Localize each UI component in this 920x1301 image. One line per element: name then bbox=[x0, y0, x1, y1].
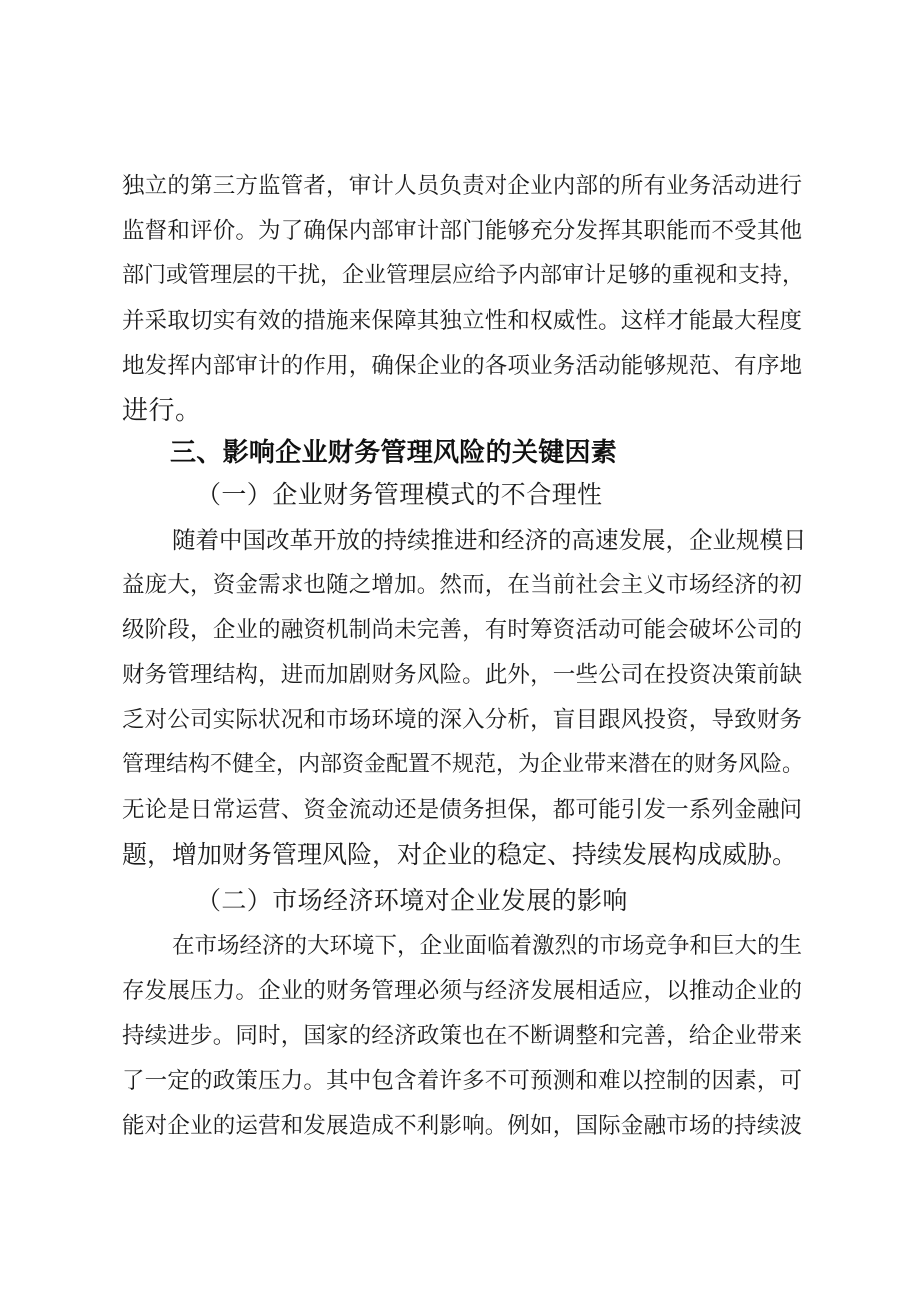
paragraph-line: 随着中国改革开放的持续推进和经济的高速发展，企业规模日 bbox=[172, 526, 807, 554]
paragraph-line: 益庞大，资金需求也随之增加。然而，在当前社会主义市场经济的初 bbox=[122, 572, 802, 598]
paragraph-line: 了一定的政策压力。其中包含着许多不可预测和难以控制的因素，可 bbox=[122, 1068, 802, 1094]
subsection-heading: （一）企业财务管理模式的不合理性 bbox=[196, 480, 603, 509]
paragraph-line: 存发展压力。企业的财务管理必须与经济发展相适应，以推动企业的 bbox=[122, 978, 802, 1004]
paragraph-line: 无论是日常运营、资金流动还是债务担保，都可能引发一系列金融问 bbox=[122, 797, 802, 823]
paragraph-line: 财务管理结构，进而加剧财务风险。此外，一些公司在投资决策前缺 bbox=[122, 662, 802, 688]
subsection-heading: （二）市场经济环境对企业发展的影响 bbox=[196, 886, 628, 915]
paragraph-line: 进行。 bbox=[122, 396, 202, 426]
paragraph-line: 持续进步。同时，国家的经济政策也在不断调整和完善，给企业带来 bbox=[122, 1023, 802, 1049]
paragraph-line: 能对企业的运营和发展造成不利影响。例如，国际金融市场的持续波 bbox=[122, 1113, 802, 1139]
paragraph-line: 独立的第三方监管者，审计人员负责对企业内部的所有业务活动进行 bbox=[122, 173, 802, 199]
paragraph-line: 题，增加财务管理风险，对企业的稳定、持续发展构成威胁。 bbox=[122, 840, 798, 869]
paragraph-line: 级阶段，企业的融资机制尚未完善，有时筹资活动可能会破坏公司的 bbox=[122, 617, 802, 643]
paragraph-line: 乏对公司实际状况和市场环境的深入分析，盲目跟风投资，导致财务 bbox=[122, 707, 802, 733]
paragraph-line: 在市场经济的大环境下，企业面临着激烈的市场竞争和巨大的生 bbox=[172, 933, 803, 959]
section-heading: 三、影响企业财务管理风险的关键因素 bbox=[170, 438, 618, 468]
paragraph-line: 地发挥内部审计的作用，确保企业的各项业务活动能够规范、有序地 bbox=[122, 353, 802, 379]
paragraph-line: 部门或管理层的干扰，企业管理层应给予内部审计足够的重视和支持， bbox=[122, 263, 805, 288]
paragraph-line: 并采取切实有效的措施来保障其独立性和权威性。这样才能最大程度 bbox=[122, 308, 802, 334]
paragraph-line: 管理结构不健全，内部资金配置不规范，为企业带来潜在的财务风险。 bbox=[122, 752, 805, 777]
paragraph-line: 监督和评价。为了确保内部审计部门能够充分发挥其职能而不受其他 bbox=[122, 218, 802, 244]
